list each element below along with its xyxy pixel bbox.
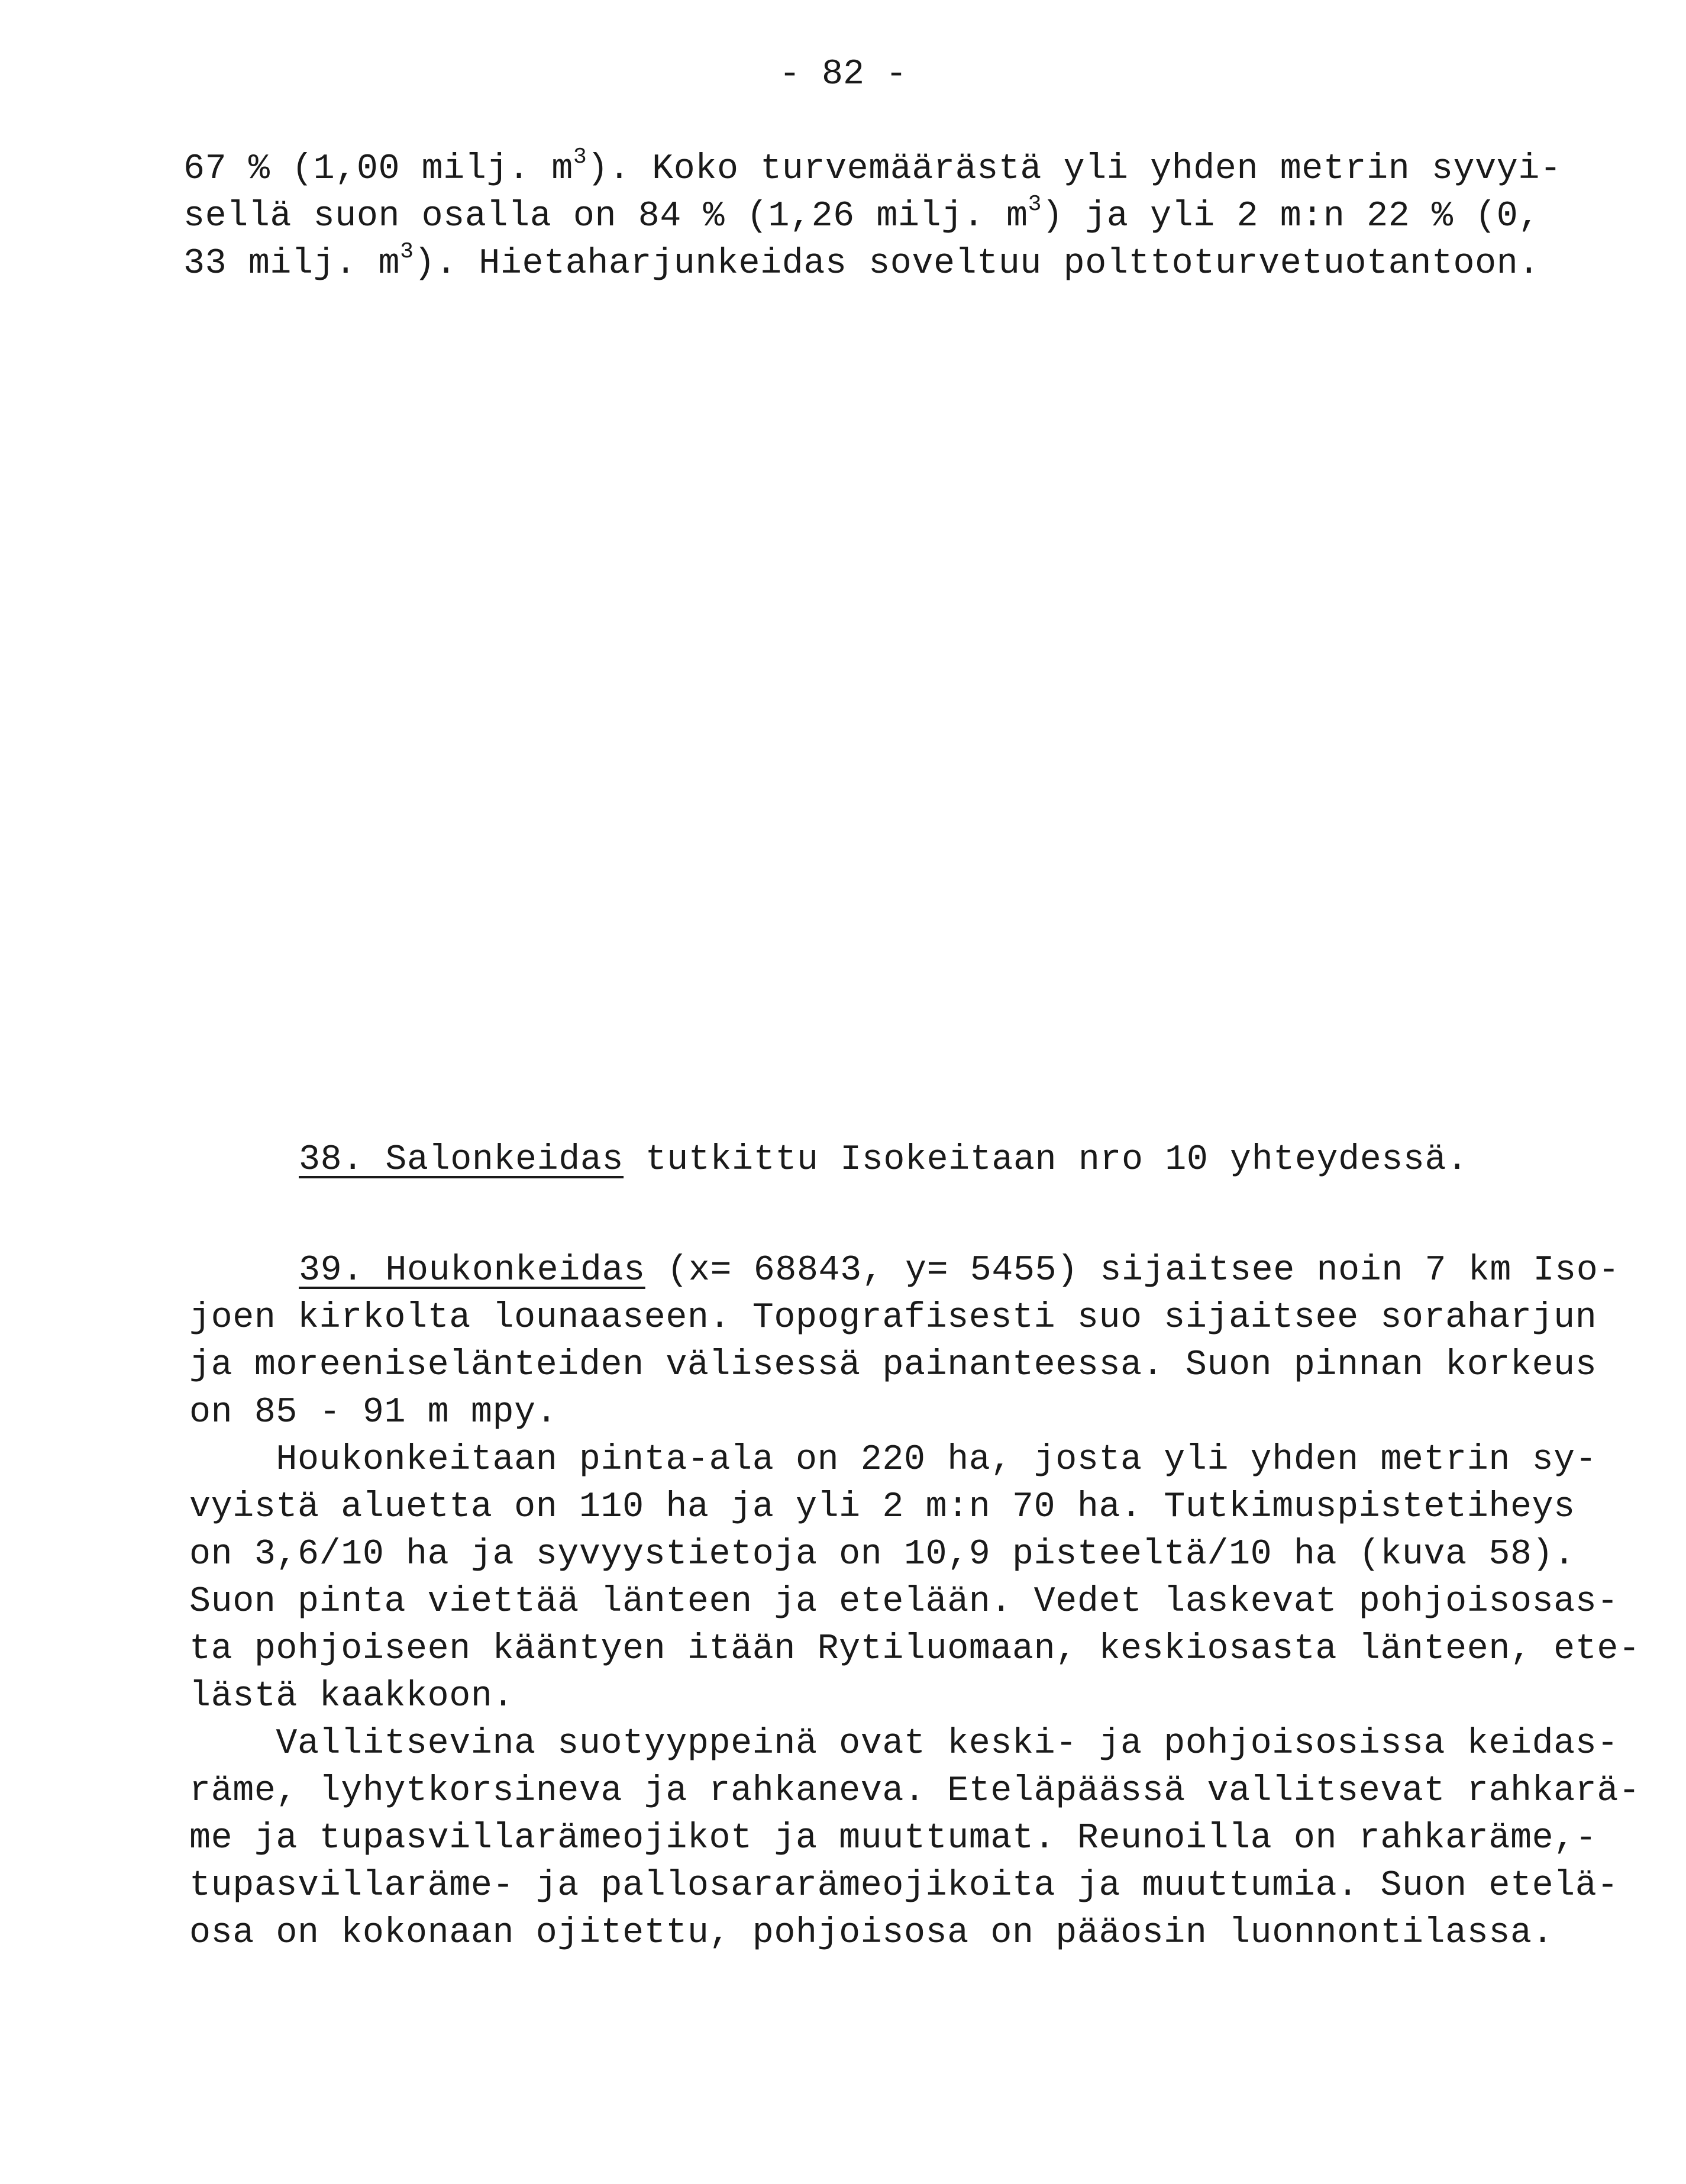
section-39-line-7: on 3,6/10 ha ja syvyystietoja on 10,9 pisteeltä/10 ha (kuva 58). bbox=[189, 1534, 1575, 1575]
section-39-line-3: ja moreeniselänteiden välisessä painanteessa. Suon pinnan korkeus bbox=[189, 1345, 1597, 1385]
section-38-line bbox=[299, 1139, 1468, 1181]
section-39-line-5: Houkonkeitaan pinta-ala on 220 ha, josta yli yhden metrin sy- bbox=[189, 1440, 1597, 1480]
section-39-line-9: ta pohjoiseen kääntyen itään Rytiluomaan, keskiosasta länteen, ete- bbox=[189, 1629, 1640, 1669]
section-39-title: 39. Houkonkeidas bbox=[299, 1251, 645, 1291]
para1-line3-text-b: ). Hietaharjunkeidas soveltuu polttoturvetuotantoon. bbox=[414, 244, 1540, 284]
section-38-text: tutkittu Isokeitaan nro 10 yhteydessä. bbox=[624, 1140, 1468, 1180]
section-39-line-11: Vallitsevina suotyyppeinä ovat keski- ja pohjoisosissa keidas- bbox=[189, 1724, 1619, 1764]
para1-line1-superscript: 3 bbox=[573, 144, 587, 170]
para1-line2-superscript: 3 bbox=[1028, 192, 1042, 217]
section-39-line-2: joen kirkolta lounaaseen. Topografisesti suo sijaitsee soraharjun bbox=[189, 1298, 1597, 1338]
section-39-line-6: vyistä aluetta on 110 ha ja yli 2 m:n 70 ha. Tutkimuspistetiheys bbox=[189, 1487, 1575, 1527]
para1-line2-text-b: ) ja yli 2 m:n 22 % (0, bbox=[1042, 196, 1540, 237]
section-39-line-12: räme, lyhytkorsineva ja rahkaneva. Eteläpäässä vallitsevat rahkarä- bbox=[189, 1771, 1640, 1811]
section-39-line-14: tupasvillaräme- ja pallosararämeojikoita ja muuttumia. Suon etelä- bbox=[189, 1866, 1619, 1906]
para1-line2 bbox=[183, 192, 1540, 241]
para1-line1 bbox=[183, 144, 1562, 194]
para1-line1-text-a: 67 % (1,00 milj. m bbox=[183, 149, 573, 189]
section-39-line-15: osa on kokonaan ojitettu, pohjoisosa on pääosin luonnontilassa. bbox=[189, 1913, 1554, 1953]
para1-line3-superscript: 3 bbox=[400, 239, 414, 264]
section-39-line-4: on 85 - 91 m mpy. bbox=[189, 1393, 558, 1433]
para1-line2-text-a: sellä suon osalla on 84 % (1,26 milj. m bbox=[183, 196, 1028, 237]
section-39-line-1 bbox=[299, 1249, 1620, 1292]
section-39-line-13: me ja tupasvillarämeojikot ja muuttumat. Reunoilla on rahkaräme,- bbox=[189, 1818, 1597, 1859]
page-number: - 82 - bbox=[779, 54, 907, 95]
section-38-title: 38. Salonkeidas bbox=[299, 1140, 624, 1180]
section-39-line-10: lästä kaakkoon. bbox=[189, 1676, 515, 1717]
para1-line3-text-a: 33 milj. m bbox=[183, 244, 400, 284]
para1-line3 bbox=[183, 239, 1540, 289]
section-39-line-8: Suon pinta viettää länteen ja etelään. Vedet laskevat pohjoisosas- bbox=[189, 1582, 1619, 1622]
section-39-text-1: (x= 68843, y= 5455) sijaitsee noin 7 km Iso- bbox=[645, 1251, 1620, 1291]
para1-line1-text-b: ). Koko turvemäärästä yli yhden metrin syvyi- bbox=[587, 149, 1562, 189]
